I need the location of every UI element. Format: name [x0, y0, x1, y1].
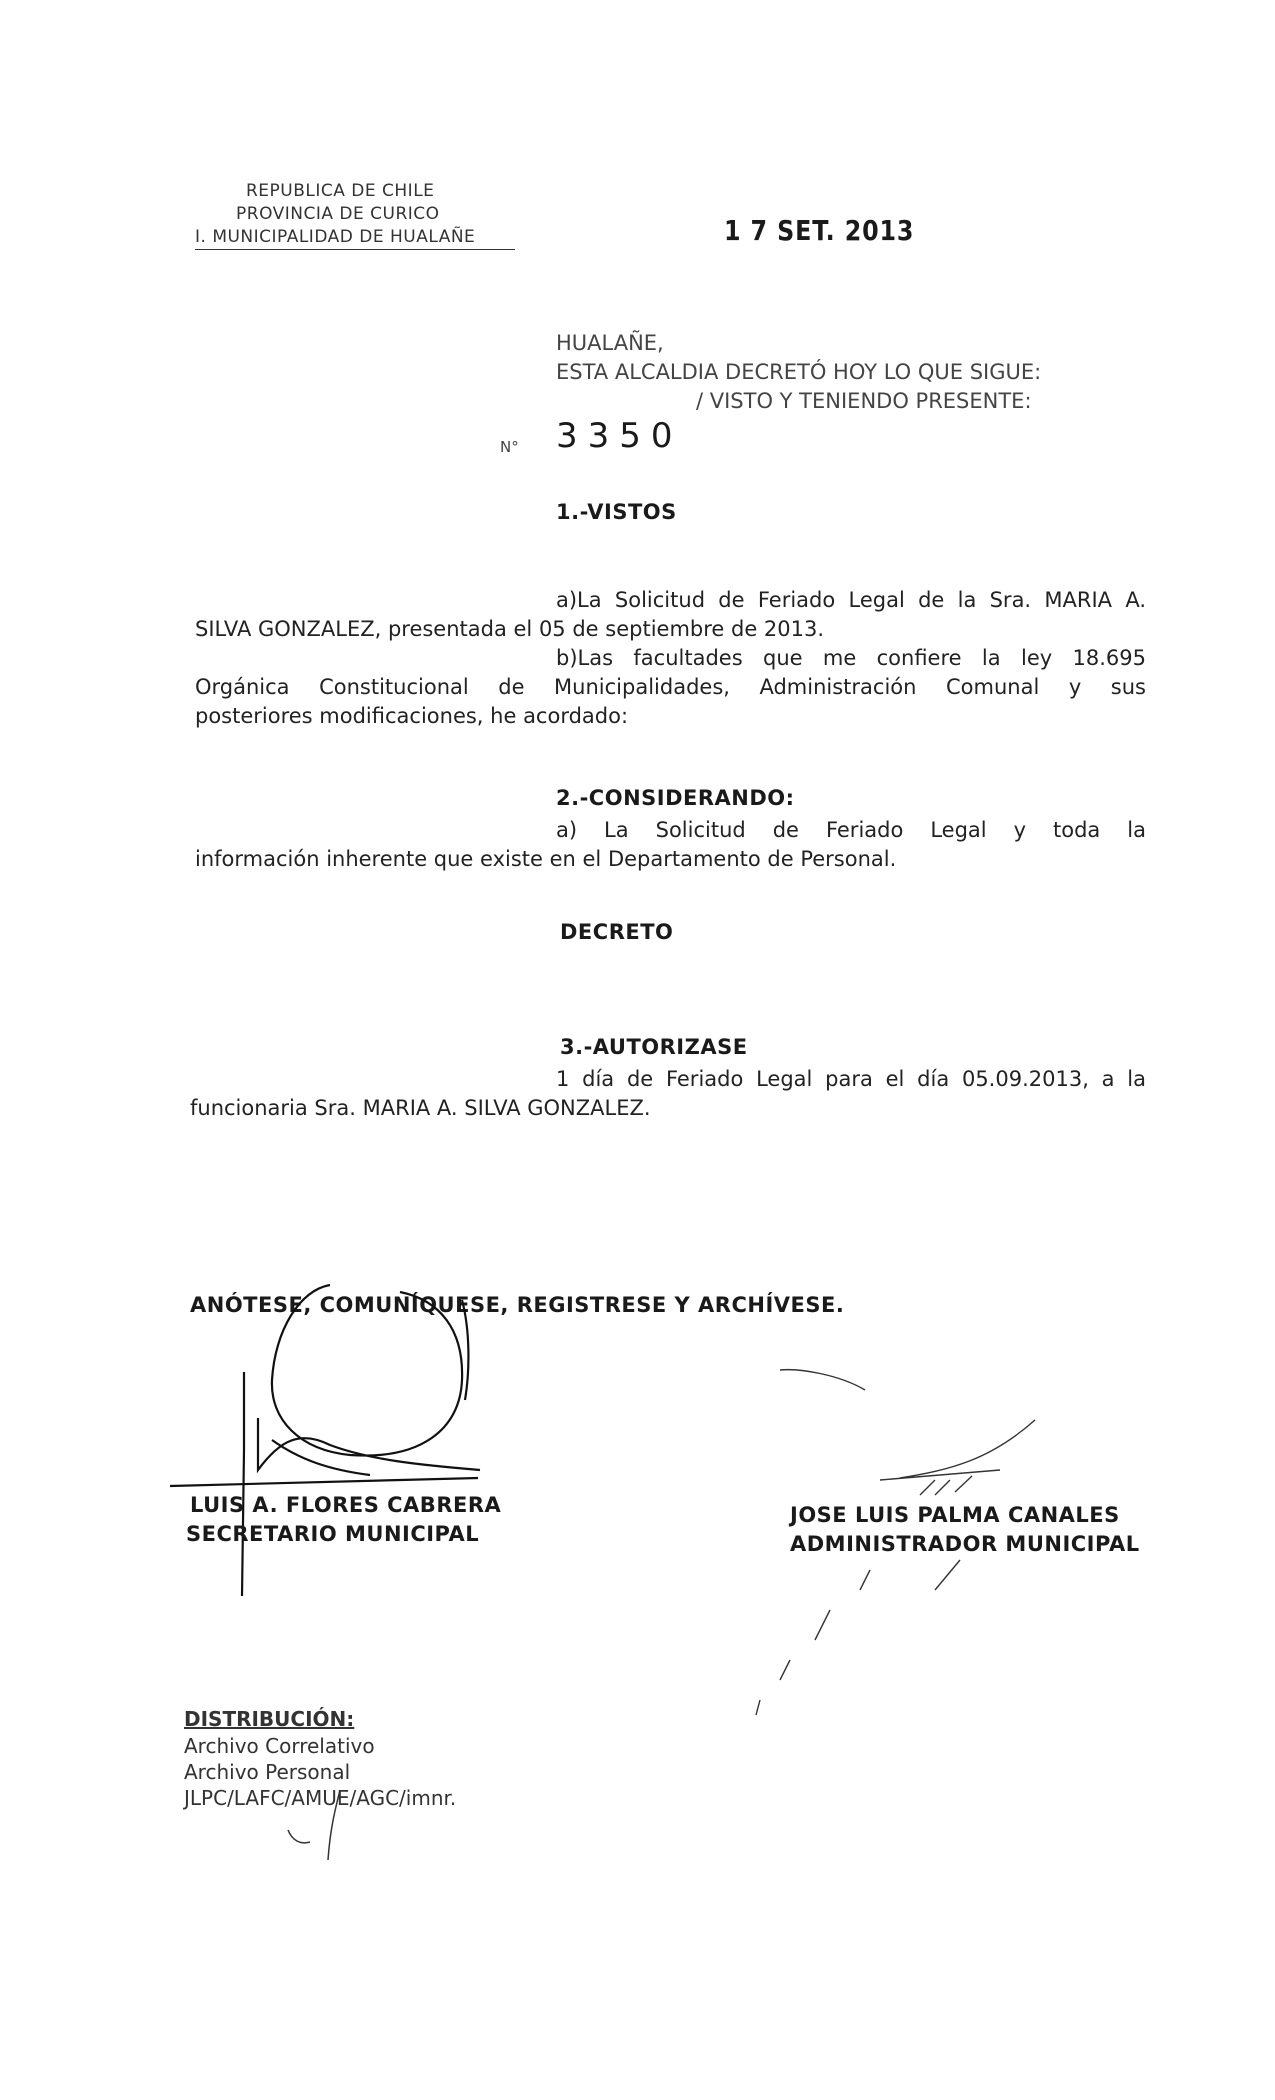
vistos-b-line3: posteriores modificaciones, he acordado: — [195, 704, 629, 728]
decree-number: 3350 — [556, 416, 683, 456]
header-municipality: I. MUNICIPALIDAD DE HUALAÑE — [195, 226, 515, 250]
distribution-item: Archivo Personal — [184, 1760, 351, 1784]
closing-statement: ANÓTESE, COMUNÍQUESE, REGISTRESE Y ARCHÍVESE. — [190, 1293, 845, 1317]
autorizase-rest: funcionaria Sra. MARIA A. SILVA GONZALEZ. — [190, 1096, 651, 1120]
right-signer-name: JOSE LUIS PALMA CANALES — [790, 1503, 1120, 1527]
distribution-item: JLPC/LAFC/AMUE/AGC/imnr. — [184, 1786, 457, 1810]
vistos-b-line2: Orgánica Constitucional de Municipalidades, Administración Comunal y sus — [195, 675, 1146, 699]
vistos-a-first: a)La Solicitud de Feriado Legal de la Sra. MARIA A. — [556, 588, 1146, 612]
autorizase-first: 1 día de Feriado Legal para el día 05.09.2013, a la — [556, 1067, 1146, 1091]
date-stamp: 1 7 SET. 2013 — [724, 214, 915, 247]
decree-intro: ESTA ALCALDIA DECRETÓ HOY LO QUE SIGUE: — [556, 360, 1042, 384]
left-signature-scribble — [170, 1285, 480, 1596]
left-signer-title: SECRETARIO MUNICIPAL — [186, 1522, 480, 1546]
decreto-heading: DECRETO — [560, 920, 674, 944]
considerando-a-rest: información inherente que existe en el Departamento de Personal. — [195, 847, 897, 871]
visto-intro: / VISTO Y TENIENDO PRESENTE: — [696, 389, 1032, 413]
header-republic: REPUBLICA DE CHILE — [246, 181, 435, 201]
place-name: HUALAÑE, — [556, 331, 664, 355]
decree-number-label: N° — [500, 438, 519, 456]
left-signer-name: LUIS A. FLORES CABRERA — [190, 1493, 502, 1517]
right-signer-title: ADMINISTRADOR MUNICIPAL — [790, 1532, 1140, 1556]
vistos-b-first: b)Las facultades que me confiere la ley 18.695 — [556, 646, 1146, 670]
autorizase-heading: 3.-AUTORIZASE — [560, 1035, 748, 1059]
considerando-heading: 2.-CONSIDERANDO: — [556, 786, 795, 810]
vistos-heading: 1.-VISTOS — [556, 500, 677, 524]
distribution-item: Archivo Correlativo — [184, 1734, 375, 1758]
vistos-a-rest: SILVA GONZALEZ, presentada el 05 de septiembre de 2013. — [195, 617, 825, 641]
distribution-heading-text: DISTRIBUCIÓN: — [184, 1707, 355, 1731]
distribution-heading — [184, 1706, 354, 1732]
header-province: PROVINCIA DE CURICO — [236, 204, 440, 224]
considerando-a-first: a) La Solicitud de Feriado Legal y toda la — [556, 818, 1146, 842]
